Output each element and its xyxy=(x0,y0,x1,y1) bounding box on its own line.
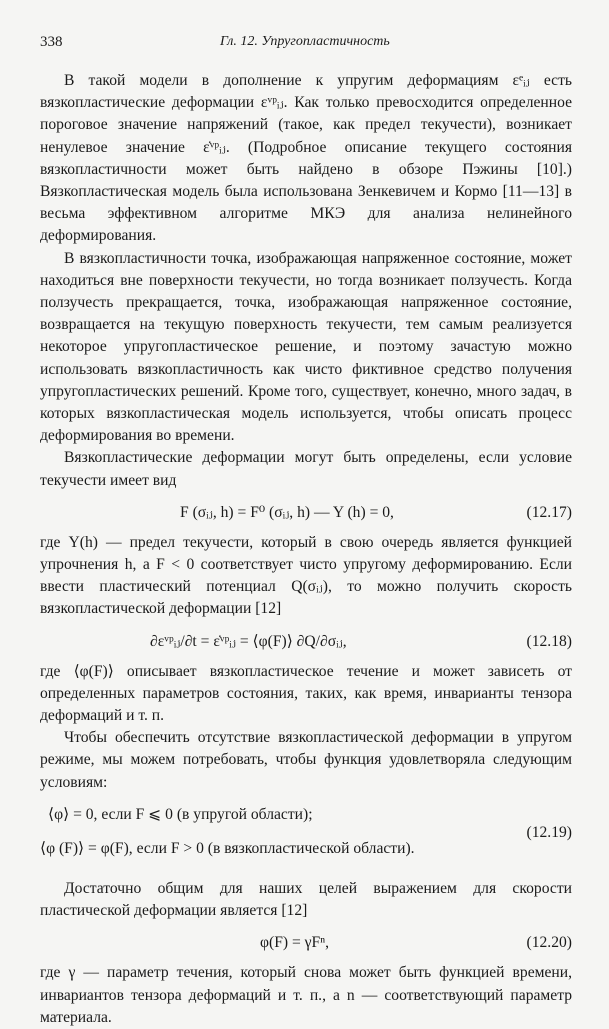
equation-number: (12.19) xyxy=(526,823,572,841)
page-body xyxy=(40,70,572,1029)
paragraph: В вязкопластичности точка, изображающая напряженное состояние, может находиться вне поверхности текучести, но тогда возникает ползучесть. Когда ползучесть прекращается, точка, изображающая напряженное состояние, возвращается на текущую поверхность текучести, тем самым реализуется некоторое упругопластическое решение, и поэтому зачастую можно использовать вязкопластичность как чисто фиктивное средство получения упругопластических решений. Кроме того, существует, конечно, много задач, в которых вязкопластическая модель используется, чтобы описать процесс деформирования во времени. xyxy=(40,249,572,445)
equation-number: (12.18) xyxy=(526,632,572,650)
equation-number: (12.20) xyxy=(526,934,572,952)
paragraph: где ⟨φ(F)⟩ описывает вязкопластическое течение и может зависеть от определенных параметров состояния, таких, как время, инварианты тензора деформаций и т. п. xyxy=(40,662,572,725)
running-header: Гл. 12. Упругопластичность xyxy=(220,34,390,49)
equation-formula: φ(F) = γFⁿ, xyxy=(260,934,330,952)
equation-line: ⟨φ (F)⟩ = φ(F), если F > 0 (в вязкопластической области). xyxy=(40,839,415,857)
paragraph: В такой модели в дополнение к упругим деформациям εᵉᵢⱼ есть вязкопластические деформации εᵛᵖᵢⱼ. Как только превосходится определенное пороговое значение напряжений (такое, как предел текучести), возникает ненулевое значение ε̇ᵛᵖᵢⱼ. (Подробное описание текущего состояния вязкопластичности может быть найдено в обзоре Пэжины [10].) Вязкопластическая модель была использована Зенкевичем и Кормо [11—13] в весьма эффективном алгоритме МКЭ для анализа нелинейного деформирования. xyxy=(40,72,572,245)
equation-12-17 xyxy=(40,496,572,526)
equation-formula: F (σᵢⱼ, h) = F⁰ (σᵢⱼ, h) — Y (h) = 0, xyxy=(180,503,394,521)
equation-number: (12.17) xyxy=(526,503,572,521)
paragraph: Вязкопластические деформации могут быть определены, если условие текучести имеет вид xyxy=(40,449,572,489)
page-number: 338 xyxy=(40,34,63,50)
equation-12-19 xyxy=(40,798,572,874)
equation-line: ⟨φ⟩ = 0, если F ⩽ 0 (в упругой области); xyxy=(48,805,313,823)
paragraph: Чтобы обеспечить отсутствие вязкопластической деформации в упругом режиме, мы можем потребовать, чтобы функция удовлетворяла следующим условиям: xyxy=(40,729,572,791)
equation-formula: ∂εᵛᵖᵢⱼ/∂t = ε̇ᵛᵖᵢⱼ = ⟨φ(F)⟩ ∂Q/∂σᵢⱼ, xyxy=(150,632,347,650)
paragraph: где Y(h) — предел текучести, который в свою очередь является функцией упрочнения h, а F < 0 соответствует чисто упругому деформированию. Если ввести пластический потенциал Q(σᵢⱼ), то можно получить скорость вязкопластической деформации [12] xyxy=(40,533,572,618)
equation-12-18 xyxy=(40,625,572,655)
paragraph: Достаточно общим для наших целей выражением для скорости пластической деформации является [12] xyxy=(40,879,572,920)
paragraph: где γ — параметр течения, который снова может быть функцией времени, инвариантов тензора деформаций и т. п., а n — соответствующий параметр материала. xyxy=(40,964,572,1026)
equation-12-20 xyxy=(40,926,572,956)
